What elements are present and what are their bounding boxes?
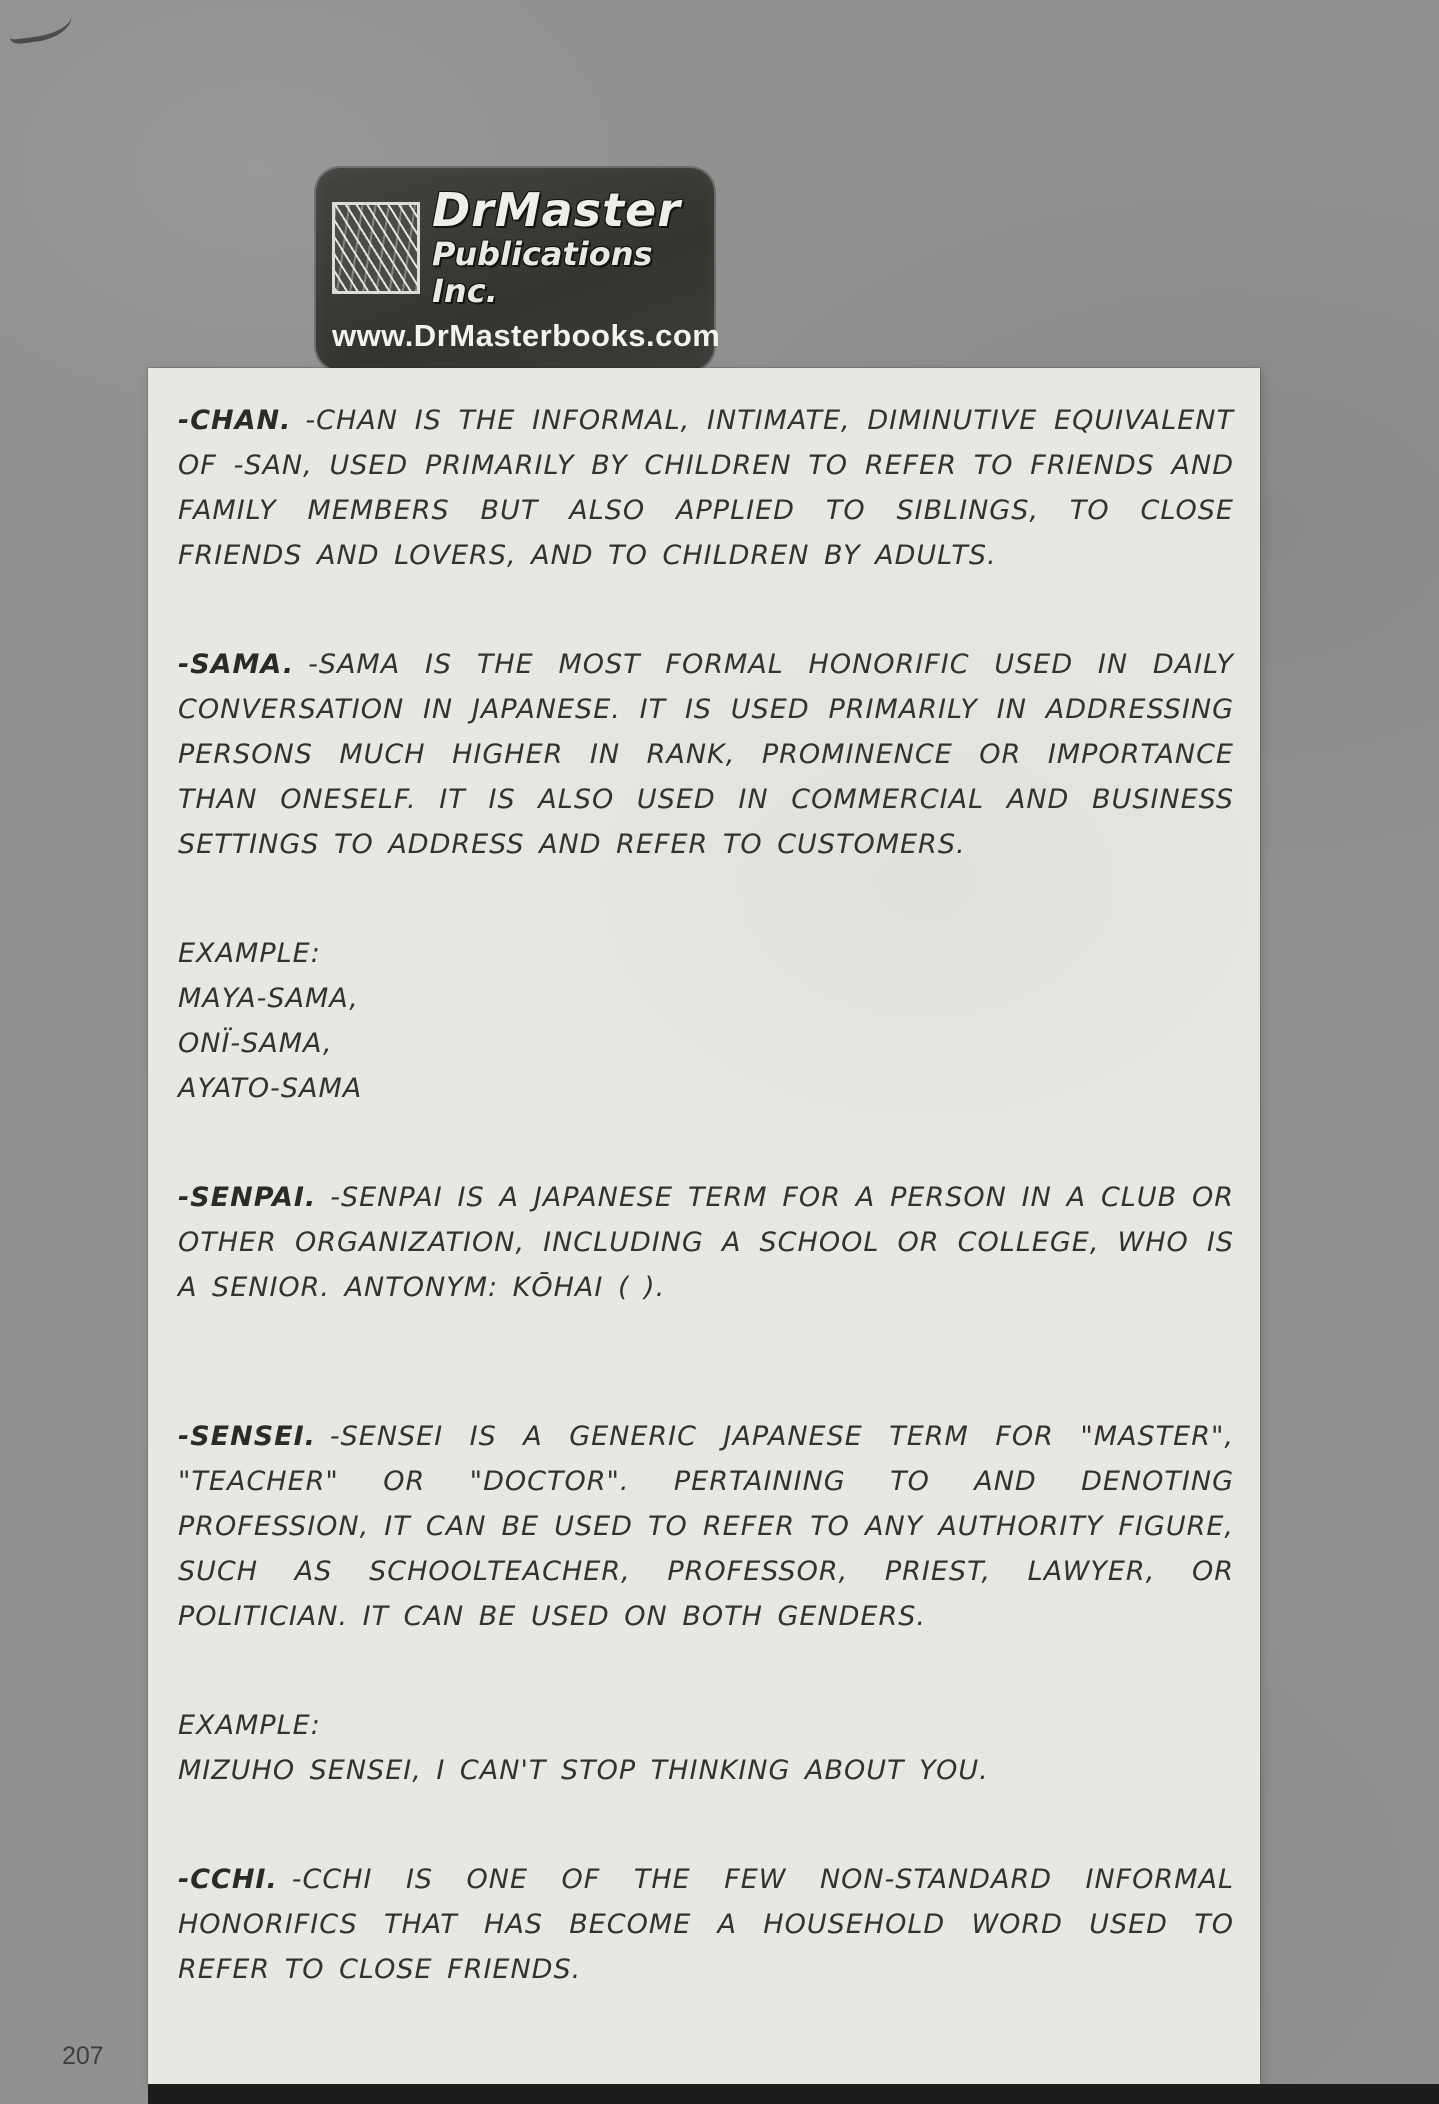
- example-label: EXAMPLE:: [178, 938, 321, 969]
- example-block-sensei: [178, 1703, 1234, 1793]
- glossary-entry-sensei: [178, 1414, 1234, 1639]
- publisher-subtitle: Publications Inc.: [432, 235, 653, 311]
- hatched-square-icon: [332, 202, 420, 294]
- publisher-name: DrMaster: [432, 183, 681, 237]
- publisher-logo-row: [332, 183, 694, 311]
- example-line: MIZUHO SENSEI, I CAN'T STOP THINKING ABOUT YOU.: [178, 1755, 989, 1786]
- glossary-entry-cchi: [178, 1857, 1234, 1992]
- glossary-definition: -SAMA IS THE MOST FORMAL HONORIFIC USED IN DAILY CONVERSATION IN JAPANESE. IT IS USED PRIMARILY IN ADDRESSING PERSONS MUCH HIGHER IN RANK, PROMINENCE OR IMPORTANCE THAN ONESELF. IT IS ALSO USED IN COMMERCIAL AND BUSINESS SETTINGS TO ADDRESS AND REFER TO CUSTOMERS.: [178, 649, 1234, 860]
- glossary-entry-senpai: [178, 1175, 1234, 1310]
- example-block-sama: [178, 931, 1234, 1111]
- glossary-term: -CHAN.: [178, 405, 292, 436]
- glossary-entry-sama: [178, 642, 1234, 867]
- glossary-term: -SENSEI.: [178, 1421, 316, 1452]
- page-number: 207: [62, 2042, 104, 2070]
- example-line: MAYA-SAMA,: [178, 983, 359, 1014]
- scan-artifact: [6, 2, 74, 46]
- publisher-logo-badge: [316, 168, 721, 370]
- publisher-logo-text: [432, 183, 694, 311]
- publisher-url: www.DrMasterbooks.com: [332, 317, 721, 353]
- example-line: AYATO-SAMA: [178, 1073, 363, 1104]
- glossary-term: -SAMA.: [178, 649, 295, 680]
- glossary-entry-chan: [178, 398, 1234, 578]
- glossary-definition: -CCHI IS ONE OF THE FEW NON-STANDARD INFORMAL HONORIFICS THAT HAS BECOME A HOUSEHOLD WORD USED TO REFER TO CLOSE FRIENDS.: [178, 1864, 1234, 1985]
- glossary-term: -SENPAI.: [178, 1182, 317, 1213]
- glossary-term: -CCHI.: [178, 1864, 278, 1895]
- glossary-panel: [148, 368, 1260, 2084]
- scan-edge: [148, 2084, 1439, 2104]
- glossary-definition: -SENSEI IS A GENERIC JAPANESE TERM FOR "MASTER", "TEACHER" OR "DOCTOR". PERTAINING TO AND DENOTING PROFESSION, IT CAN BE USED TO REFER TO ANY AUTHORITY FIGURE, SUCH AS SCHOOLTEACHER, PROFESSOR, PRIEST, LAWYER, OR POLITICIAN. IT CAN BE USED ON BOTH GENDERS.: [178, 1421, 1234, 1632]
- glossary-definition: -SENPAI IS A JAPANESE TERM FOR A PERSON IN A CLUB OR OTHER ORGANIZATION, INCLUDING A SCHOOL OR COLLEGE, WHO IS A SENIOR. ANTONYM: KŌHAI ( ).: [178, 1182, 1234, 1303]
- example-line: ONÏ-SAMA,: [178, 1028, 333, 1059]
- glossary-definition: -CHAN IS THE INFORMAL, INTIMATE, DIMINUTIVE EQUIVALENT OF -SAN, USED PRIMARILY BY CHILDREN TO REFER TO FRIENDS AND FAMILY MEMBERS BUT ALSO APPLIED TO SIBLINGS, TO CLOSE FRIENDS AND LOVERS, AND TO CHILDREN BY ADULTS.: [178, 405, 1234, 571]
- example-label: EXAMPLE:: [178, 1710, 321, 1741]
